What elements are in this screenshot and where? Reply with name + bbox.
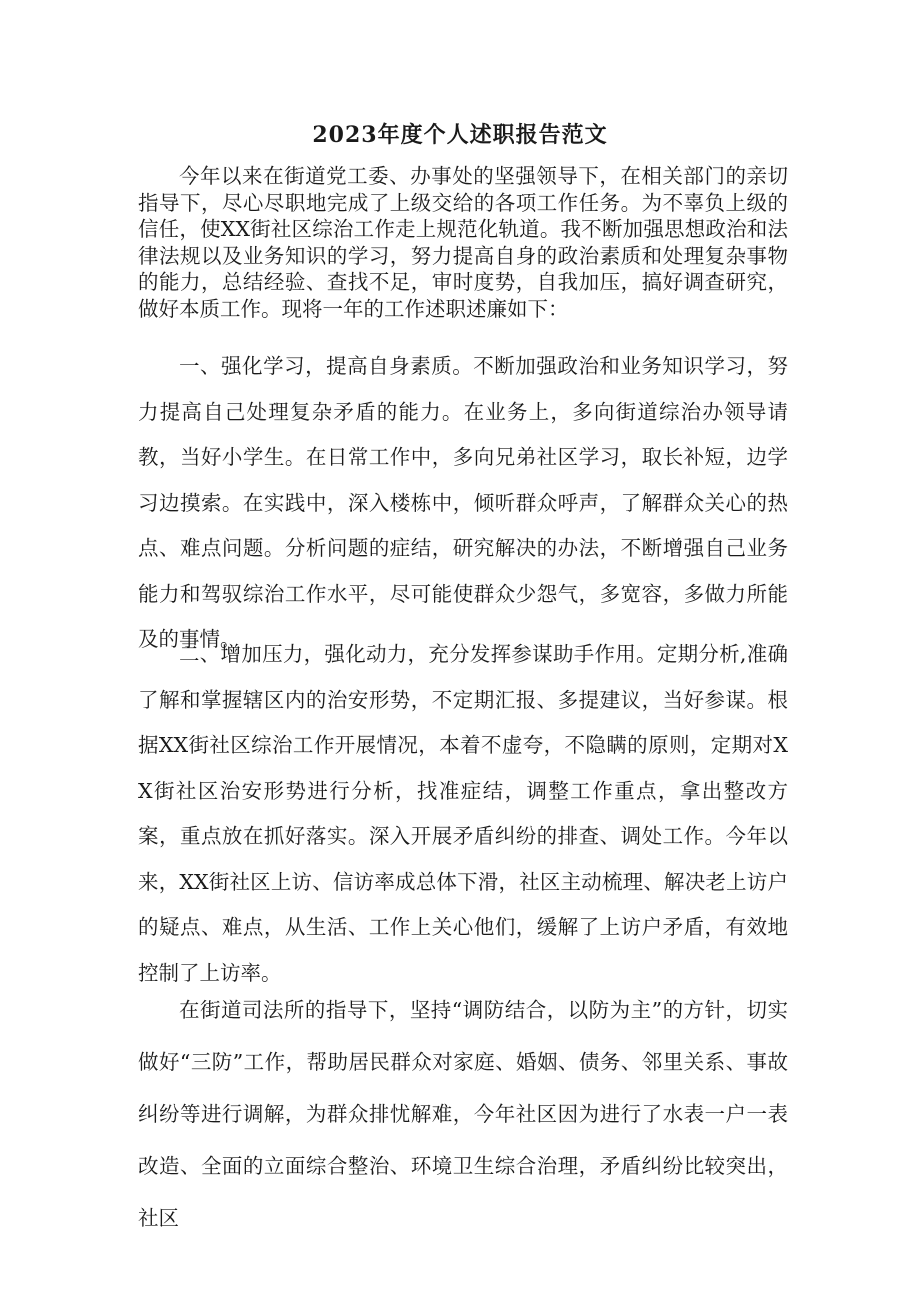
paragraph-intro: 今年以来在街道党工委、办事处的坚强领导下，在相关部门的亲切指导下，尽心尽职地完成了上级交给的各项工作任务。为不辜负上级的信任，使XX街社区综治工作走上规范化轨道。我不断加强思想政治和法律法规以及业务知识的学习，努力提高自身的政治素质和处理复杂事物的能力，总结经验、查找不足，审时度势，自我加压，搞好调查研究，做好本质工作。现将一年的工作述职述廉如下：: [138, 164, 788, 321]
paragraph-section-2: 二、增加压力，强化动力，充分发挥参谋助手作用。定期分析,准确了解和掌握辖区内的治安形势，不定期汇报、多提建议，当好参谋。根据XX街社区综治工作开展情况，本着不虚夸，不隐瞒的原则，定期对XX街社区治安形势进行分析，找准症结，调整工作重点，拿出整改方案，重点放在抓好落实。深入开展矛盾纠纷的排查、调处工作。今年以来，XX街社区上访、信访率成总体下滑，社区主动梳理、解决老上访户的疑点、难点，从生活、工作上关心他们，缓解了上访户矛盾，有效地控制了上访率。: [138, 642, 788, 985]
paragraph-mediation: 在街道司法所的指导下，坚持“调防结合，以防为主”的方针，切实做好“三防”工作，帮助居民群众对家庭、婚姻、债务、邻里关系、事故纠纷等进行调解，为群众排忧解难，今年社区因为进行了水表一户一表改造、全面的立面综合整治、环境卫生综合治理，矛盾纠纷比较突出，社区: [138, 998, 788, 1230]
document-title: 2023年度个人述职报告范文: [312, 122, 608, 148]
paragraph-section-1: 一、强化学习，提高自身素质。不断加强政治和业务知识学习，努力提高自己处理复杂矛盾的能力。在业务上，多向街道综治办领导请教，当好小学生。在日常工作中，多向兄弟社区学习，取长补短，边学习边摸索。在实践中，深入楼栋中，倾听群众呼声，了解群众关心的热点、难点问题。分析问题的症结，研究解决的办法，不断增强自己业务能力和驾驭综治工作水平，尽可能使群众少怨气，多宽容，多做力所能及的事情。: [138, 354, 788, 651]
